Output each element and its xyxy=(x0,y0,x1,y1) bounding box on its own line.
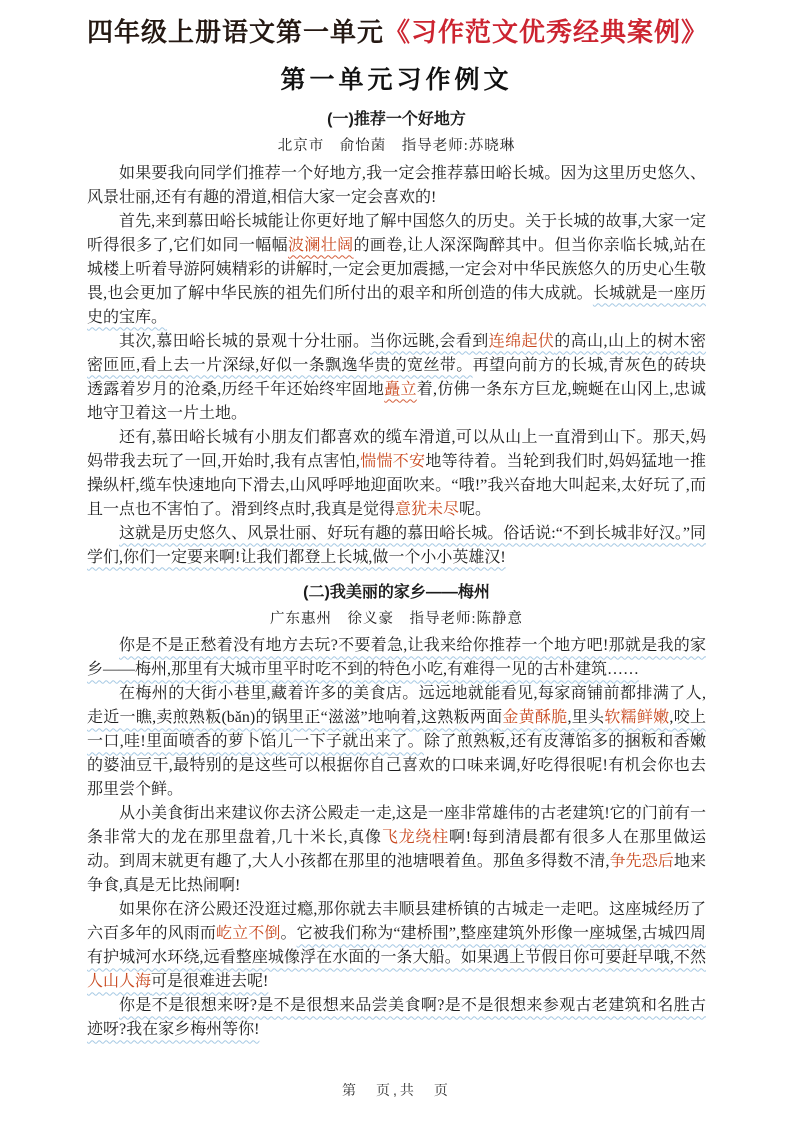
text-run: 着,仿佛一条东方巨龙,蜿蜒在山冈上,忠诚地守卫着这一片土地。 xyxy=(87,380,706,422)
key-sentence: 它被我们称为“建桥围”,整座建筑外形像一座城堡,古城四周有护城河水环绕,远看整座城像浮在水面的一条大船。如果遇上节假日你可要赶早哦,不然 xyxy=(87,925,706,967)
doc-title-highlight: 《习作范文优秀经典案例》 xyxy=(384,17,709,47)
text-run: 地来争食,真是无比热闹啊! xyxy=(87,853,706,895)
essay-byline: 广东惠州 徐义豪 指导老师:陈静意 xyxy=(269,611,524,628)
emphasized-word: 人山人海 xyxy=(87,973,152,991)
text-run: 如果你在济公殿还没逛过瘾,那你就去丰顺县建桥镇的古城走一走吧。这座城经历了六百多年的风雨而 xyxy=(87,901,706,943)
paragraph xyxy=(87,330,706,426)
text-run: 还有,慕田峪长城有小朋友们都喜欢的缆车滑道,可以从山上一直滑到山下。那天,妈妈带我去玩了一回,开始时,我有点害怕, xyxy=(87,428,706,470)
emphasized-word: 争先恐后 xyxy=(609,853,674,871)
emphasized-word: 惴惴不安 xyxy=(359,452,426,470)
text-run: 呢。 xyxy=(459,500,492,518)
emphasized-word: 金黄酥脆 xyxy=(502,709,568,727)
paragraph xyxy=(87,522,706,570)
page-footer: 第 页,共 页 xyxy=(342,1082,451,1098)
text-run: 首先,来到慕田峪长城能让你更好地了解中国悠久的历史。关于长城的故事,大家一定听得很多了,它们如同一幅幅 xyxy=(87,212,706,254)
essay-body xyxy=(87,162,706,570)
emphasized-word: 飞龙绕柱 xyxy=(381,829,449,847)
paragraph xyxy=(87,426,706,522)
key-sentence: ,咬上一口,哇!里面喷香的萝卜馅儿一下子就出来了。 xyxy=(87,709,706,751)
paragraph xyxy=(87,162,706,210)
essay-section-2 xyxy=(87,582,706,1043)
text-run: 再望向前方的长城,青灰色的砖块透露着岁月的沧桑,历经千年还始终牢固地 xyxy=(87,356,706,398)
key-sentence: 长城就是一座历史的宝库。 xyxy=(87,284,706,326)
paragraph xyxy=(87,682,706,802)
doc-title-prefix: 四年级上册语文第一单元 xyxy=(87,17,385,47)
emphasized-word: 矗立 xyxy=(384,380,417,398)
key-sentence: 走近一瞧,卖煎熟粄(bǎn)的锅里正“滋滋”地响着,这熟粄两面 xyxy=(87,709,503,727)
text-run: 如果要我向同学们推荐一个好地方,我一定会推荐慕田峪长城。因为这里历史悠久、风景壮丽,还有有趣的滑道,相信大家一定会喜欢的! xyxy=(87,164,706,206)
essay-byline: 北京市 俞怡菌 指导老师:苏晓琳 xyxy=(277,138,516,155)
text-run: 的画卷,让人深深陶醉其中。但当你亲临长城,站在城楼上听着导游阿姨精彩的讲解时,一定会更加震撼,一定会对中华民族悠久的历史心生敬畏,也会更加了解中华民族的祖先们所付出的艰辛和所创造的伟大成就。 xyxy=(87,236,706,302)
key-sentence: 可是很难进去呢! xyxy=(151,973,269,991)
emphasized-word: 意犹未尽 xyxy=(395,500,460,518)
emphasized-word: 波澜壮阔 xyxy=(288,236,354,254)
key-sentence: 当你远眺,会看到 xyxy=(369,332,489,350)
emphasized-word: 软糯鲜嫩 xyxy=(604,709,670,727)
text-run: 。 xyxy=(280,925,297,943)
text-run: 其次,慕田峪长城的景观十分壮丽。 xyxy=(119,332,370,350)
emphasized-word: 屹立不倒 xyxy=(215,925,281,943)
paragraph xyxy=(87,634,706,682)
paragraph xyxy=(87,210,706,330)
paragraph xyxy=(87,994,706,1042)
key-sentence: 你是不是很想来呀?是不是很想来品尝美食啊?是不是很想来参观古老建筑和名胜古迹呀?我在家乡梅州等你! xyxy=(87,997,706,1039)
doc-title xyxy=(87,16,709,49)
text-run: 除了煎熟粄,还有皮薄馅多的捆粄和香嫩的婆油豆干,最特别的是这些可以根据你自己喜欢的口味来调,好吃得很呢!有机会你也去那里尝个鲜。 xyxy=(87,733,706,799)
doc-subtitle: 第一单元习作例文 xyxy=(280,66,513,94)
key-sentence: 的高山,山上的树木密密匝匝,看上去一片深绿,好似一条飘逸华贵的宽丝带。 xyxy=(87,332,706,374)
essay-heading: (二)我美丽的家乡——梅州 xyxy=(303,583,490,601)
text-run: 啊!每到清晨都有很多人在那里做运动。到周末就更有趣了,大人小孩都在那里的池塘喂着鱼。那鱼多得数不清, xyxy=(87,829,706,871)
text-run: 在梅州的大街小巷里,藏着许多的美食店。远远地就能看见,每家商铺前都排满了人, xyxy=(119,685,706,703)
essay-section-1 xyxy=(87,109,706,570)
paragraph xyxy=(87,898,706,994)
essay-heading: (一)推荐一个好地方 xyxy=(327,111,466,128)
essay-body xyxy=(87,634,706,1042)
key-sentence: ,里头 xyxy=(567,709,605,727)
emphasized-word: 连绵起伏 xyxy=(488,332,555,350)
text-run: 地等待着。当轮到我们时,妈妈猛地一推操纵杆,缆车快速地向下滑去,山风呼呼地迎面吹来。“哦!”我兴奋地大叫起来,太好玩了,而且一点也不害怕了。滑到终点时,我真是觉得 xyxy=(87,452,706,518)
key-sentence: 你是不是正愁着没有地方去玩?不要着急,让我来给你推荐一个地方吧!那就是我的家乡——梅州,那里有大城市里平时吃不到的特色小吃,有难得一见的古朴建筑…… xyxy=(87,637,706,679)
key-sentence: 这就是历史悠久、风景壮丽、好玩有趣的慕田峪长城。俗话说:“不到长城非好汉。”同学们,你们一定要来啊!让我们都登上长城,做一个小小英雄汉! xyxy=(87,524,706,566)
text-run: 从小美食街出来建议你去济公殿走一走,这是一座非常雄伟的古老建筑!它的门前有一条非常大的龙在那里盘着,几十米长,真像 xyxy=(87,805,706,847)
paragraph xyxy=(87,802,706,898)
